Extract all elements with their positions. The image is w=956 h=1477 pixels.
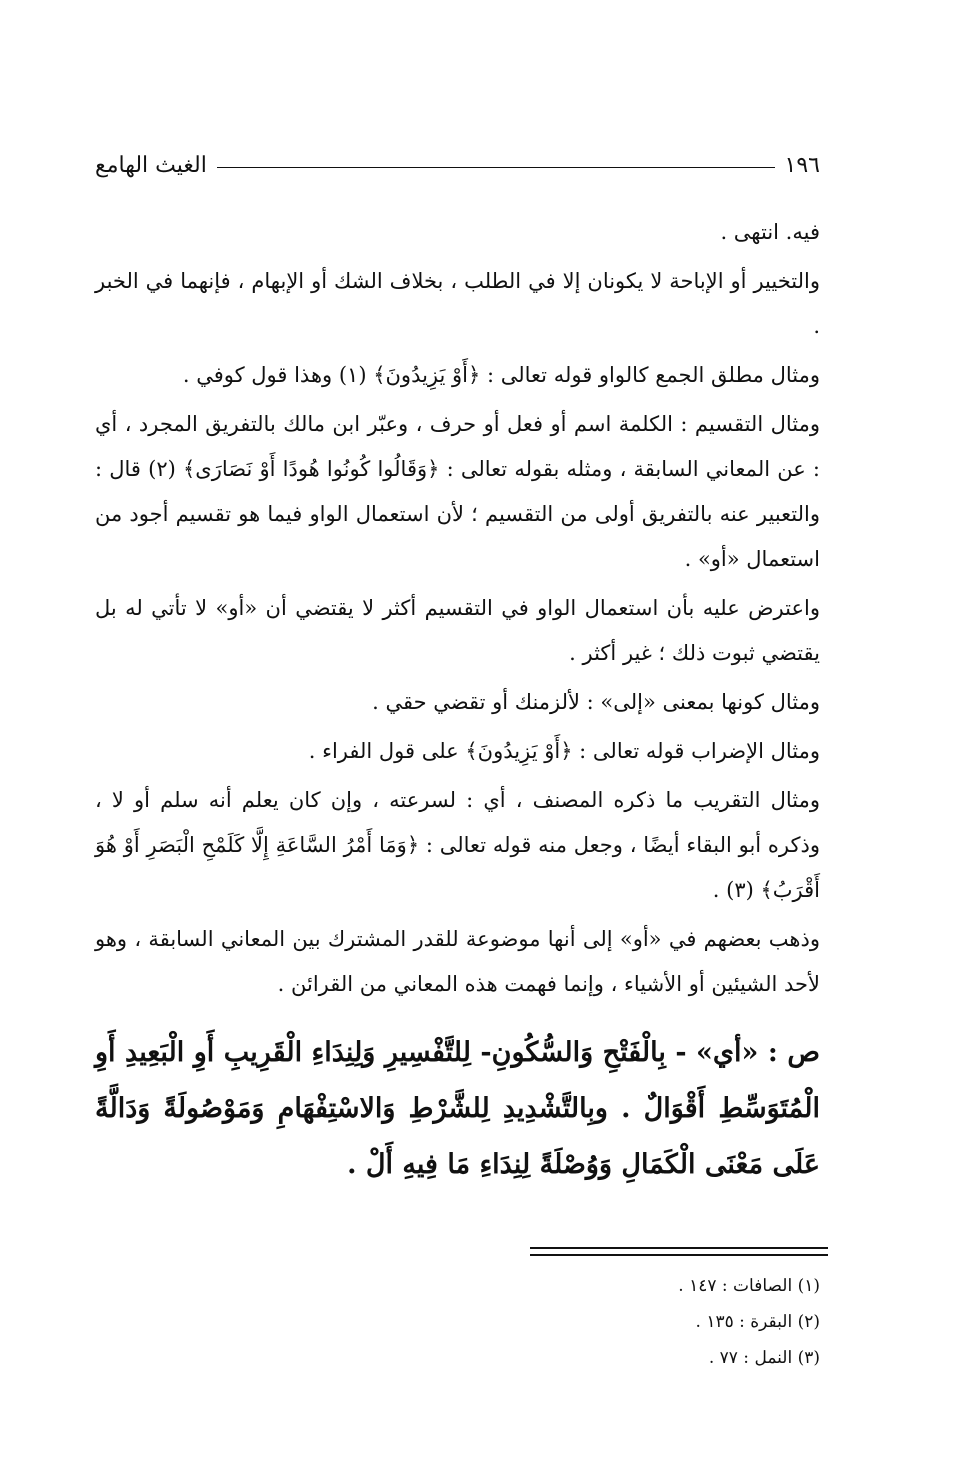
header-rule <box>217 167 775 168</box>
paragraph-itirad: واعترض عليه بأن استعمال الواو في التقسيم أكثر لا يقتضي أن «أو» لا تأتي له بل يقتضي ثبوت ذلك ؛ غير أكثر . <box>95 596 820 665</box>
paragraph-idrab: ومثال الإضراب قوله تعالى : ﴿أَوْ يَزِيدُونَ﴾ على قول الفراء . <box>308 739 820 763</box>
page-number: ١٩٦ <box>784 152 820 178</box>
paragraph-mutlaq-jam: ومثال مطلق الجمع كالواو قوله تعالى : ﴿أَوْ يَزِيدُونَ﴾ (١) وهذا قول كوفي . <box>182 363 820 387</box>
paragraph-taqsim: ومثال التقسيم : الكلمة اسم أو فعل أو حرف ، وعبّر ابن مالك بالتفريق المجرد ، أي : عن المعاني السابقة ، ومثله بقوله تعالى : ﴿وَقَالُوا كُونُوا هُودًا أَوْ نَصَارَى﴾ (٢) قال : والتعبير عنه بالتفريق أولى من التقسيم ؛ لأن استعمال الواو فيما هو تقسيم أجود من استعمال «أو» . <box>95 412 820 571</box>
paragraph-bi-mana-ila: ومثال كونها بمعنى «إلى» : لألزمنك أو تقضي حقي . <box>372 690 820 714</box>
page-header <box>95 150 820 180</box>
running-title: الغيث الهامع <box>95 152 207 178</box>
matn-text: ص : «أي» - بِالْفَتْحِ وَالسُّكُونِ- لِلتَّفْسِيرِ وَلِنِدَاءِ الْقَرِيبِ أَوِ الْبَعِيدِ أَوِ الْمُتَوَسِّطِ أَقْوَالٌ . وبِالتَّشْدِيدِ لِلشَّرْطِ وَالاسْتِفْهَامِ وَمَوْصُولَةً وَدَالَّةً عَلَى مَعْنَى الْكَمَالِ وَوُصْلَةً لِنِدَاءِ مَا فِيهِ أَلْ . <box>95 1037 820 1180</box>
paragraph-taqrib: ومثال التقريب ما ذكره المصنف ، أي : لسرعته ، وإن كان يعلم أنه سلم أو لا ، وذكره أبو البقاء أيضًا ، وجعل منه قوله تعالى : ﴿وَمَا أَمْرُ السَّاعَةِ إِلَّا كَلَمْحِ الْبَصَرِ أَوْ هُوَ أَقْرَبُ﴾ (٣) . <box>95 788 820 902</box>
footnote-separator <box>530 1247 828 1256</box>
footnote-3: (٣) النمل : ٧٧ . <box>708 1348 820 1368</box>
footnotes <box>420 1268 820 1376</box>
footnote-2: (٢) البقرة : ١٣٥ . <box>695 1312 820 1332</box>
paragraph-continuation: فيه. انتهى . <box>720 220 820 244</box>
footnote-1: (١) الصافات : ١٤٧ . <box>678 1276 820 1296</box>
paragraph-takhyir: والتخيير أو الإباحة لا يكونان إلا في الطلب ، بخلاف الشك أو الإبهام ، فإنهما في الخبر . <box>95 269 820 338</box>
page-body <box>95 210 820 1193</box>
paragraph-qadr-mushtarak: وذهب بعضهم في «أو» إلى أنها موضوعة للقدر المشترك بين المعاني السابقة ، وهو لأحد الشيئين أو الأشياء ، وإنما فهمت هذه المعاني من القرائن . <box>95 927 820 996</box>
